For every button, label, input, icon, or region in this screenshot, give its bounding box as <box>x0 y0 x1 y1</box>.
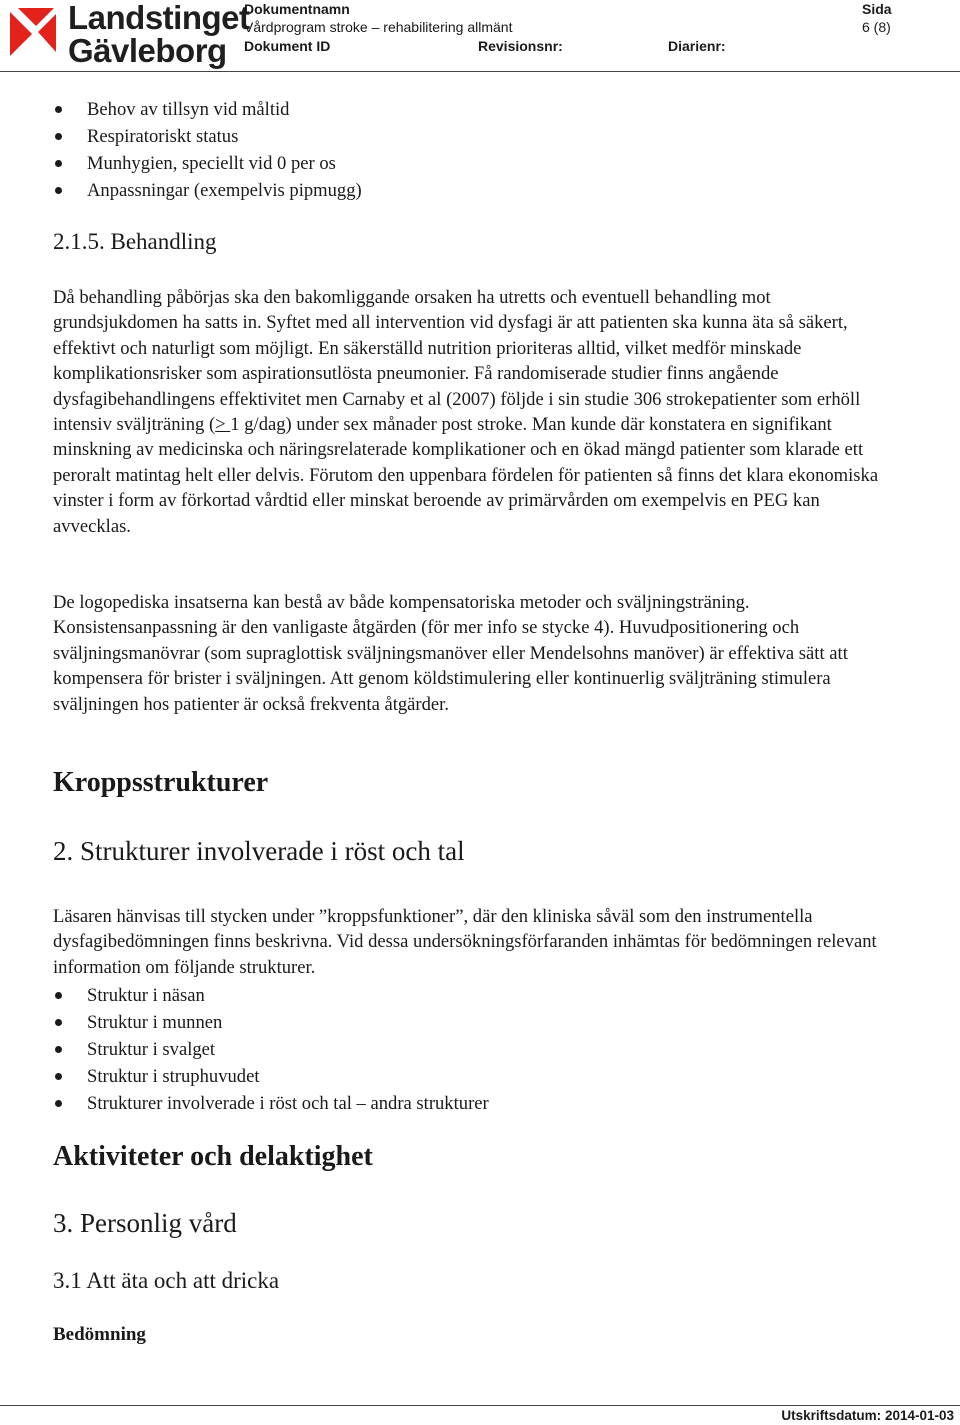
organization-logo <box>8 0 250 69</box>
revision-label: Revisionsnr: <box>478 38 563 54</box>
section-heading-behandling: 2.1.5. Behandling <box>53 229 217 254</box>
header-divider <box>0 71 960 72</box>
bullet-icon <box>55 187 62 194</box>
list-item: Munhygien, speciellt vid 0 per os <box>53 150 362 177</box>
list-item: Struktur i munnen <box>53 1009 489 1036</box>
doc-name-value: Vårdprogram stroke – rehabilitering allmänt <box>244 19 513 35</box>
assessment-list <box>53 96 362 204</box>
heading-strukturer-rost-tal: 2. Strukturer involverade i röst och tal <box>53 836 465 866</box>
doc-name-label: Dokumentnamn <box>244 1 350 17</box>
list-item: Anpassningar (exempelvis pipmugg) <box>53 177 362 204</box>
bullet-icon <box>55 1019 62 1026</box>
heading-kroppsstrukturer: Kroppsstrukturer <box>53 767 269 798</box>
list-item: Struktur i svalget <box>53 1036 489 1063</box>
bullet-icon <box>55 133 62 140</box>
list-item: Behov av tillsyn vid måltid <box>53 96 362 123</box>
label-bedomning: Bedömning <box>53 1324 146 1345</box>
structures-list <box>53 982 489 1117</box>
print-date: Utskriftsdatum: 2014-01-03 <box>781 1408 954 1423</box>
heading-aktiviteter: Aktiviteter och delaktighet <box>53 1141 373 1172</box>
page-number: 6 (8) <box>862 19 891 35</box>
doc-id-label: Dokument ID <box>244 38 331 54</box>
bullet-icon <box>55 106 62 113</box>
list-item: Strukturer involverade i röst och tal – andra strukturer <box>53 1090 489 1117</box>
logo-text-line1: Landstinget <box>68 0 250 36</box>
list-item: Struktur i näsan <box>53 982 489 1009</box>
footer-divider <box>0 1405 960 1406</box>
strukturer-paragraph: Läsaren hänvisas till stycken under ”kroppsfunktioner”, där den kliniska såväl som den instrumentella dysfagibedömningen finns beskrivna. Vid dessa undersökningsförfaranden inhämtas för bedömningen relevant information om följande strukturer. <box>53 906 877 978</box>
bullet-icon <box>55 160 62 167</box>
behandling-paragraph-2: De logopediska insatserna kan bestå av både kompensatoriska metoder och sväljningsträning. Konsistensanpassning är den vanligaste åtgärden (för mer info se stycke 4). Huvudpositionering och sväljningsmanövrar (som supraglottisk sväljningsmanöver eller Mendelsohns manöver) är effektiva sätt att kompensera för brister i sväljningen. Att genom köldstimulering eller kontinuerlig sväljträning stimulera sväljningen hos patienter är också frekventa åtgärder. <box>53 592 848 715</box>
diarie-label: Diarienr: <box>668 38 726 54</box>
heading-personlig-vard: 3. Personlig vård <box>53 1208 237 1238</box>
heading-ata-dricka: 3.1 Att äta och att dricka <box>53 1268 280 1293</box>
list-item: Struktur i struphuvudet <box>53 1063 489 1090</box>
page-label: Sida <box>862 1 892 17</box>
behandling-paragraph-1: Då behandling påbörjas ska den bakomliggande orsaken ha utretts och eventuell behandling mot grundsjukdomen ha satts in. Syftet med all intervention vid dysfagi är att patienten ska kunna äta så säkert, effektivt och naturligt som möjligt. En säkerställd nutrition prioriteras alltid, vilket medför minskade komplikationsrisker som aspirationsutlösta pneumonier. Få randomiserade studier finns angående dysfagibehandlingens effektivitet men Carnaby et al (2007) följde i sin studie 306 strokepatienter som erhöll intensiv sväljträning (> 1 g/dag) under sex månader post stroke. Man kunde där konstatera en signifikant minskning av medicinska och näringsrelaterade komplikationer och en ökad mängd patienter som klarade ett peroralt matintag helt eller delvis. Förutom den uppenbara fördelen för patienten så finns det klara ekonomiska vinster i form av förkortad vårdtid eller minskat beroende av primärvården om exempelvis en PEG kan avvecklas. <box>53 287 879 537</box>
logo-text-line2: Gävleborg <box>68 32 227 69</box>
bullet-icon <box>55 1046 62 1053</box>
bullet-icon <box>55 1100 62 1107</box>
list-item: Respiratoriskt status <box>53 123 362 150</box>
landstinget-flag-icon <box>8 6 58 58</box>
bullet-icon <box>55 992 62 999</box>
bullet-icon <box>55 1073 62 1080</box>
